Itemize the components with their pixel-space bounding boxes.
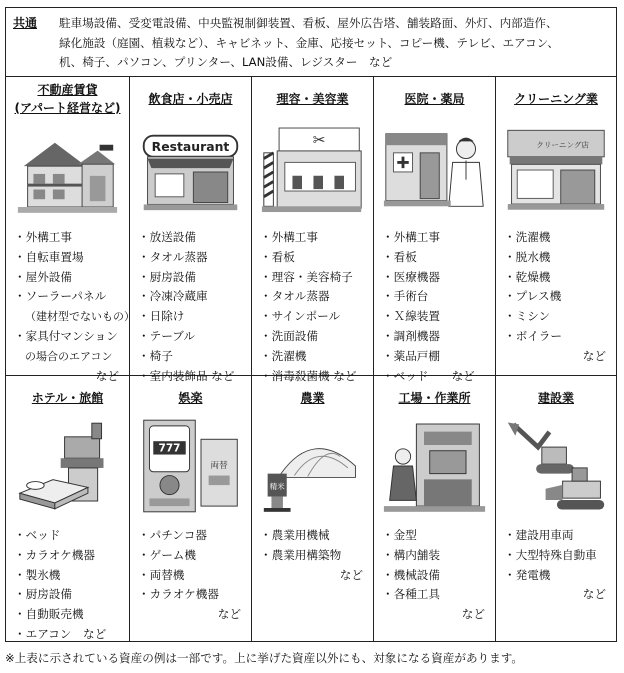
list-item: ・調剤機器 — [382, 328, 440, 343]
list-item: ・厨房設備 — [138, 269, 196, 284]
list-item: ・ミシン — [504, 309, 551, 324]
list-item: ・洗濯機 — [504, 230, 551, 244]
cell-factory — [374, 376, 495, 641]
list-item: ・外構工事 — [260, 230, 318, 244]
restaurant-sign: Restaurant — [151, 138, 230, 154]
list-item: ・室内装飾品 など — [138, 368, 235, 383]
list-item: ・外構工事 — [14, 230, 72, 244]
common-line: 机、椅子、パソコン、プリンター、LAN設備、レジスター など — [59, 55, 393, 69]
list-item: など — [582, 348, 606, 363]
asset-list — [138, 526, 247, 625]
list-item: ・自転車置場 — [14, 249, 84, 264]
list-item: ・パチンコ器 — [138, 528, 207, 542]
laundry-shop-icon — [504, 122, 608, 219]
list-item: ・エアコン など — [14, 626, 107, 641]
list-item: ・理容・美容椅子 — [260, 269, 353, 284]
asset-list — [504, 526, 612, 605]
list-item: ・外構工事 — [382, 230, 440, 244]
list-item: ・建設用車両 — [504, 528, 574, 542]
hotel-icon — [14, 416, 121, 516]
list-item: ・放送設備 — [138, 230, 196, 244]
cell-construction — [496, 376, 616, 641]
list-item: ・消毒殺菌機 など — [260, 368, 357, 383]
factory-icon — [382, 416, 487, 516]
cell-title: ホテル・旅館 — [31, 391, 104, 405]
asset-list — [14, 526, 125, 645]
list-item: ・機械設備 — [382, 567, 440, 582]
asset-table — [5, 7, 617, 642]
restaurant-icon — [138, 124, 243, 219]
construction-icon — [504, 416, 608, 516]
list-item: ・大型特殊自動車 — [504, 547, 597, 562]
common-line: 緑化施設（庭園、植栽など）、キャビネット、金庫、応接セット、コピー機、テレビ、エアコン、 — [59, 35, 559, 50]
common-line: 駐車場設備、受変電設備、中央監視制御装置、看板、屋外広告塔、舗装路面、外灯、内部造作、 — [59, 16, 558, 30]
slot-display: 777 — [158, 442, 181, 455]
list-item: ・厨房設備 — [14, 587, 72, 602]
cell-title: 工場・作業所 — [398, 391, 471, 405]
list-item: ・農業用機械 — [260, 528, 330, 542]
list-item: ・カラオケ機器 — [14, 547, 95, 562]
list-item: など — [582, 587, 606, 602]
asset-list — [382, 526, 491, 625]
list-item: ・家具付マンション — [14, 328, 118, 343]
list-item: ・屋外設備 — [14, 269, 72, 284]
footnote: ※上表に示されている資産の例は一部です。上に挙げた資産以外にも、対象になる資産があります。 — [5, 651, 523, 665]
change-machine-label: 両替 — [210, 460, 228, 471]
list-item: ・自動販売機 — [14, 607, 84, 622]
cell-real-estate — [6, 76, 135, 383]
cell-entertainment — [130, 376, 251, 641]
cell-cleaning — [496, 76, 616, 375]
cell-agriculture — [252, 376, 373, 641]
common-items — [59, 14, 609, 73]
list-item: ・医療機器 — [382, 269, 440, 284]
cell-title: 農業 — [300, 391, 325, 405]
list-item: ・乾燥機 — [504, 269, 551, 284]
list-item: ・ベッド — [14, 528, 61, 542]
asset-list — [260, 228, 369, 386]
cell-clinic — [374, 76, 495, 383]
list-item: ・Ｘ線装置 — [382, 309, 440, 324]
list-item: ・製氷機 — [14, 567, 61, 582]
list-item: ・冷凍冷蔵庫 — [138, 289, 208, 304]
barbershop-icon — [260, 122, 365, 219]
cell-title: 理容・美容業 — [276, 92, 349, 106]
list-item: ・ゲーム機 — [138, 547, 196, 562]
list-item: ・発電機 — [504, 567, 551, 582]
list-item: など — [339, 567, 363, 582]
svg-text:✂: ✂ — [312, 131, 326, 150]
list-item: ・看板 — [260, 249, 295, 264]
pachinko-icon — [138, 416, 243, 516]
list-item: ・洗面設備 — [260, 328, 318, 343]
asset-list — [382, 228, 491, 386]
cell-title: 不動産賃貸 (アパート経営など) — [14, 83, 121, 115]
list-item: など — [461, 607, 485, 622]
asset-list — [504, 228, 612, 367]
common-label: 共通 — [13, 16, 38, 30]
list-item: ・農業用構築物 — [260, 547, 342, 562]
rice-label: 精米 — [269, 481, 285, 491]
asset-list — [14, 228, 135, 386]
list-item: ・カラオケ機器 — [138, 587, 219, 602]
asset-list — [260, 526, 369, 585]
list-item: ・看板 — [382, 249, 417, 264]
list-item: （建材型でないもの） — [25, 310, 135, 324]
house-icon — [14, 124, 121, 219]
list-item: ・サインポール — [260, 309, 341, 324]
list-item: ・薬品戸棚 — [382, 348, 440, 363]
cell-restaurant — [130, 76, 251, 383]
cell-hotel — [6, 376, 129, 641]
list-item: ・プレス機 — [504, 289, 562, 304]
list-item: ・日除け — [138, 309, 185, 324]
cell-title: 飲食店・小売店 — [148, 92, 233, 106]
list-item: ・ボイラー — [504, 328, 562, 343]
list-item: など — [217, 607, 241, 622]
list-item: ・脱水機 — [504, 249, 551, 264]
list-item: ・タオル蒸器 — [260, 289, 330, 304]
list-item: ・構内舗装 — [382, 547, 440, 562]
cell-title: 娯楽 — [178, 391, 203, 405]
list-item: ・椅子 — [138, 348, 173, 363]
greenhouse-icon — [260, 416, 365, 516]
laundry-sign: クリーニング店 — [536, 140, 589, 150]
list-item: ・ベッド など — [382, 368, 475, 383]
asset-list — [138, 228, 247, 386]
cell-title: クリーニング業 — [514, 92, 598, 106]
list-item: など — [95, 368, 119, 383]
list-item: ・手術台 — [382, 289, 429, 304]
clinic-icon — [382, 122, 487, 219]
list-item: ・金型 — [382, 528, 417, 542]
list-item: ・ソーラーパネル — [14, 289, 107, 304]
cell-title: 医院・薬局 — [404, 92, 465, 106]
list-item: ・両替機 — [138, 567, 185, 582]
list-item: ・タオル蒸器 — [138, 249, 208, 264]
list-item: の場合のエアコン — [25, 349, 113, 363]
common-row — [6, 8, 616, 77]
list-item: ・各種工具 — [382, 587, 440, 602]
cell-barber — [252, 76, 373, 383]
list-item: ・洗濯機 — [260, 348, 307, 363]
cell-title: 建設業 — [537, 391, 574, 405]
list-item: ・テーブル — [138, 328, 195, 343]
